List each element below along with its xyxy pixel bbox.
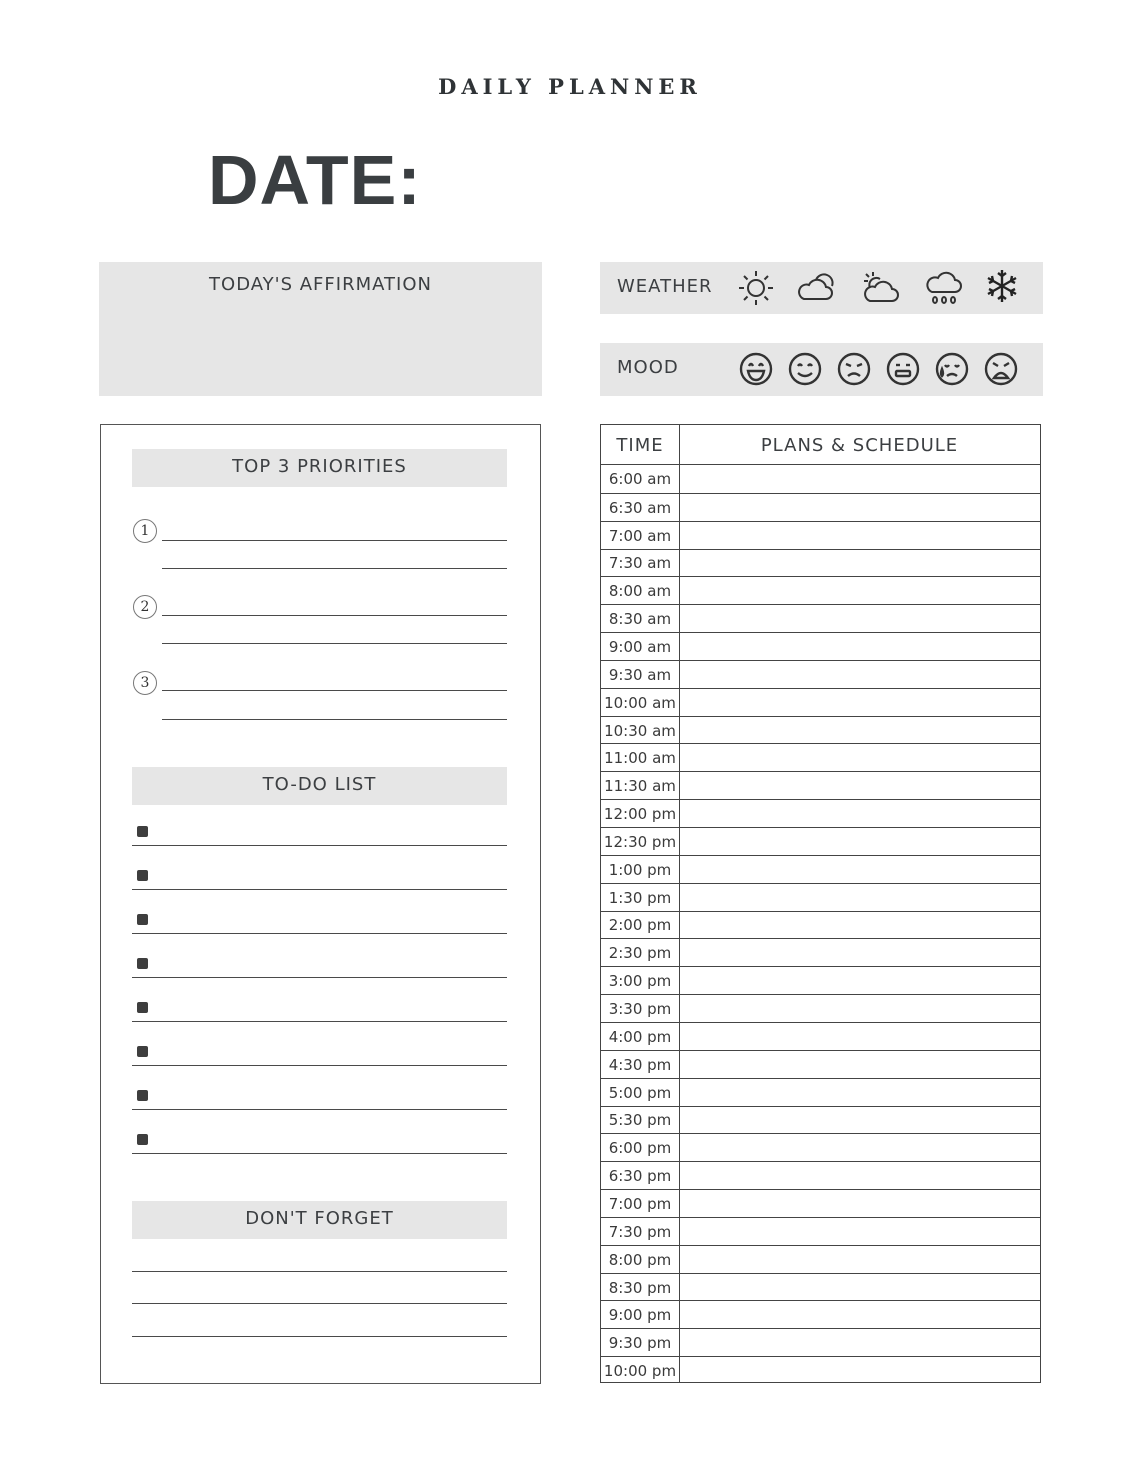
dont-forget-line[interactable] (132, 1271, 507, 1272)
mood-label: MOOD (617, 357, 679, 378)
time-cell: 6:00 pm (608, 1139, 672, 1158)
todo-checkbox[interactable] (137, 914, 148, 925)
time-cell: 2:30 pm (608, 944, 672, 963)
time-cell: 4:00 pm (608, 1027, 672, 1046)
dont-forget-line[interactable] (132, 1336, 507, 1337)
schedule-row[interactable] (601, 911, 1040, 940)
left-panel (100, 424, 541, 1384)
priority-line[interactable] (162, 719, 507, 720)
schedule-row[interactable] (601, 771, 1040, 800)
time-cell: 11:00 am (604, 749, 676, 768)
plans-column-header: PLANS & SCHEDULE (760, 435, 959, 456)
schedule-row[interactable] (601, 855, 1040, 884)
sad-face-icon[interactable] (834, 349, 874, 389)
time-cell: 4:30 pm (608, 1055, 672, 1074)
todo-line[interactable] (132, 1065, 507, 1066)
schedule-row[interactable] (601, 799, 1040, 828)
dont-forget-title: DON'T FORGET (245, 1208, 394, 1229)
priority-line[interactable] (162, 643, 507, 644)
cloud-icon[interactable] (796, 268, 836, 308)
todo-checkbox[interactable] (137, 958, 148, 969)
todo-checkbox[interactable] (137, 1046, 148, 1057)
priority-line[interactable] (162, 540, 507, 541)
affirmation-title: TODAY'S AFFIRMATION (209, 274, 432, 295)
schedule-row[interactable] (601, 883, 1040, 912)
todo-line[interactable] (132, 845, 507, 846)
schedule-row[interactable] (601, 1106, 1040, 1135)
time-cell: 9:00 pm (608, 1306, 672, 1325)
time-cell: 6:30 am (608, 498, 672, 517)
partly-cloudy-icon[interactable] (860, 268, 900, 308)
schedule-row[interactable] (601, 994, 1040, 1023)
smiling-face-icon[interactable] (785, 349, 825, 389)
time-cell: 10:00 am (604, 693, 676, 712)
affirmation-box[interactable] (99, 262, 542, 396)
planner-title: DAILY PLANNER (438, 74, 702, 99)
todo-checkbox[interactable] (137, 1002, 148, 1013)
todo-title: TO-DO LIST (262, 774, 377, 795)
priorities-title: TOP 3 PRIORITIES (232, 456, 407, 477)
time-cell: 12:00 pm (603, 805, 677, 824)
schedule-row[interactable] (601, 1050, 1040, 1079)
schedule-row[interactable] (601, 1161, 1040, 1190)
schedule-row[interactable] (601, 1300, 1040, 1329)
time-cell: 1:00 pm (608, 860, 672, 879)
priority-number: 3 (133, 671, 157, 695)
todo-checkbox[interactable] (137, 870, 148, 881)
dont-forget-line[interactable] (132, 1303, 507, 1304)
todo-checkbox[interactable] (137, 1090, 148, 1101)
time-cell: 5:00 pm (608, 1083, 672, 1102)
schedule-row[interactable] (601, 632, 1040, 661)
time-cell: 7:00 am (608, 526, 672, 545)
neutral-face-icon[interactable] (883, 349, 923, 389)
todo-line[interactable] (132, 1021, 507, 1022)
sun-icon[interactable] (736, 268, 776, 308)
schedule-row[interactable] (601, 966, 1040, 995)
upset-face-icon[interactable] (981, 349, 1021, 389)
schedule-row[interactable] (601, 1356, 1040, 1385)
schedule-row[interactable] (601, 688, 1040, 717)
schedule-row[interactable] (601, 743, 1040, 772)
schedule-row[interactable] (601, 1245, 1040, 1274)
todo-line[interactable] (132, 1153, 507, 1154)
schedule-header-row (601, 425, 1040, 465)
time-cell: 8:30 am (608, 610, 672, 629)
schedule-row[interactable] (601, 521, 1040, 550)
priority-number: 1 (133, 519, 157, 543)
dont-forget-header (132, 1201, 507, 1239)
schedule-row[interactable] (601, 827, 1040, 856)
schedule-row[interactable] (601, 576, 1040, 605)
todo-checkbox[interactable] (137, 1134, 148, 1145)
priorities-header (132, 449, 507, 487)
schedule-row[interactable] (601, 1328, 1040, 1357)
weather-bar (600, 262, 1043, 314)
mood-bar (600, 343, 1043, 396)
priority-line[interactable] (162, 615, 507, 616)
weather-label: WEATHER (617, 276, 713, 297)
schedule-rows (601, 465, 1040, 1382)
crying-face-icon[interactable] (932, 349, 972, 389)
time-cell: 8:00 am (608, 582, 672, 601)
time-cell: 7:30 pm (608, 1222, 672, 1241)
rain-icon[interactable] (924, 268, 964, 308)
schedule-row[interactable] (601, 1133, 1040, 1162)
time-cell: 2:00 pm (608, 916, 672, 935)
time-cell: 11:30 am (604, 777, 676, 796)
time-cell: 9:30 am (608, 665, 672, 684)
schedule-row[interactable] (601, 660, 1040, 689)
snowflake-icon[interactable] (982, 266, 1022, 306)
schedule-table (600, 424, 1041, 1383)
todo-line[interactable] (132, 1109, 507, 1110)
time-cell: 12:30 pm (603, 832, 677, 851)
time-cell: 10:30 am (604, 721, 676, 740)
time-cell: 8:30 pm (608, 1278, 672, 1297)
time-cell: 10:00 pm (603, 1362, 677, 1381)
schedule-row[interactable] (601, 1022, 1040, 1051)
time-cell: 3:00 pm (608, 972, 672, 991)
time-cell: 7:00 pm (608, 1194, 672, 1213)
laughing-face-icon[interactable] (736, 349, 776, 389)
todo-header (132, 767, 507, 805)
time-cell: 9:30 pm (608, 1334, 672, 1353)
schedule-row[interactable] (601, 1189, 1040, 1218)
schedule-row[interactable] (601, 1217, 1040, 1246)
schedule-row[interactable] (601, 1273, 1040, 1302)
time-cell: 6:00 am (608, 469, 672, 488)
schedule-row[interactable] (601, 465, 1040, 493)
schedule-row[interactable] (601, 549, 1040, 578)
schedule-row[interactable] (601, 1078, 1040, 1107)
time-cell: 3:30 pm (608, 1000, 672, 1019)
priority-line[interactable] (162, 568, 507, 569)
priority-line[interactable] (162, 690, 507, 691)
schedule-row[interactable] (601, 604, 1040, 633)
time-cell: 1:30 pm (608, 888, 672, 907)
time-cell: 9:00 am (608, 638, 672, 656)
schedule-row[interactable] (601, 493, 1040, 522)
time-cell: 8:00 pm (608, 1250, 672, 1269)
time-column-header: TIME (616, 435, 664, 456)
todo-line[interactable] (132, 933, 507, 934)
schedule-row[interactable] (601, 716, 1040, 745)
todo-line[interactable] (132, 889, 507, 890)
time-cell: 6:30 pm (608, 1167, 672, 1186)
date-label: DATE: (208, 141, 422, 219)
schedule-row[interactable] (601, 938, 1040, 967)
time-cell: 7:30 am (608, 554, 672, 573)
priority-number: 2 (133, 595, 157, 619)
todo-checkbox[interactable] (137, 826, 148, 837)
time-cell: 5:30 pm (608, 1111, 672, 1130)
todo-line[interactable] (132, 977, 507, 978)
